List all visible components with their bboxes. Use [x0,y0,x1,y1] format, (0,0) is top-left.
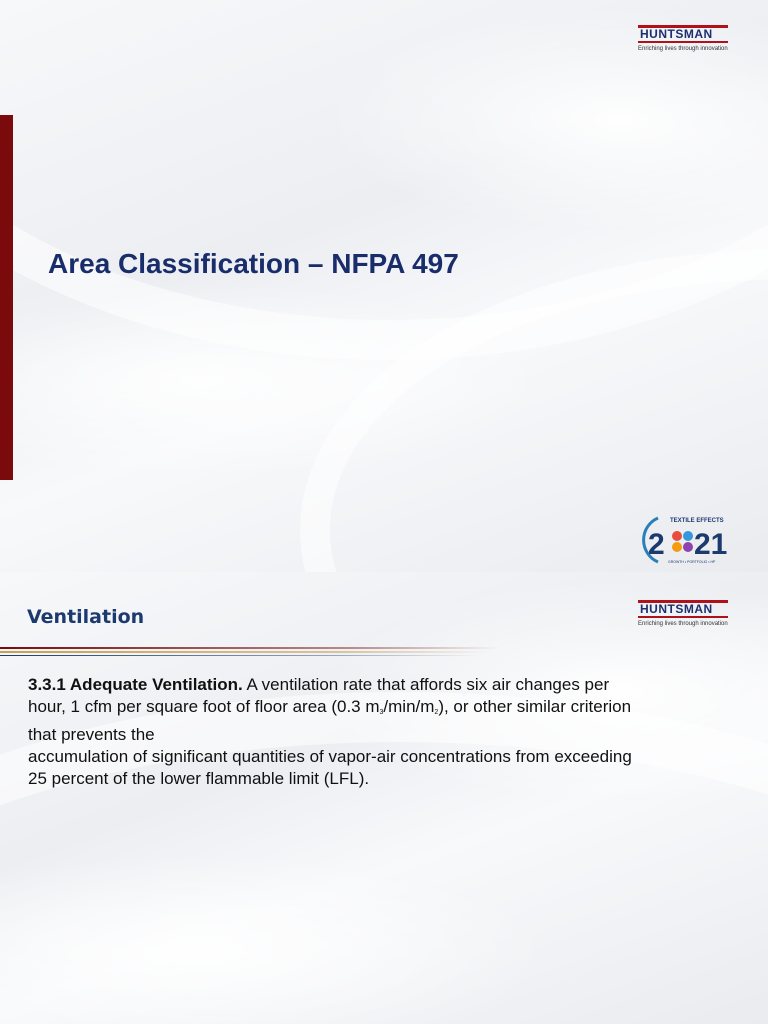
logo-wordmark: HUNTSMAN [638,600,728,618]
paragraph-text: hour, 1 cfm per square foot of floor area (0.3 m [28,697,380,716]
paragraph-line [28,696,728,724]
textile-effects-2021-logo [636,512,736,568]
slide-title: Area Classification – NFPA 497 [48,248,459,279]
paragraph-text: ), or other similar criterion [438,697,632,716]
definition-term: 3.3.1 Adequate Ventilation. [28,675,243,694]
badge-bottom-text: GROWTH • PORTFOLIO • HP [668,560,716,564]
huntsman-logo [638,25,728,52]
paragraph-line: that prevents the [28,725,155,744]
section-title: Ventilation [27,606,145,628]
paragraph-text: A ventilation rate that affords six air changes per [242,675,610,694]
subscript: 3 [379,709,384,716]
divider-line [0,655,480,656]
paragraph-text: /min/m [383,697,435,716]
badge-top-text: TEXTILE EFFECTS [670,518,724,524]
divider-line [0,647,500,649]
logo-wordmark: HUNTSMAN [638,25,728,43]
subscript: 2 [434,709,439,716]
huntsman-logo [638,600,728,627]
badge-year-left: 2 [648,528,665,561]
definition-paragraph [28,674,728,790]
accent-bar [0,115,13,480]
paragraph-line: accumulation of significant quantities of vapor-air concentrations from exceeding [28,747,632,766]
paragraph-line [28,674,728,696]
logo-tagline: Enriching lives through innovation [638,621,728,627]
content-slide [0,572,768,1024]
badge-year-right: 21 [694,528,728,561]
paragraph-line: 25 percent of the lower flammable limit (LFL). [28,769,370,788]
logo-tagline: Enriching lives through innovation [638,46,728,52]
divider-line [0,651,490,653]
